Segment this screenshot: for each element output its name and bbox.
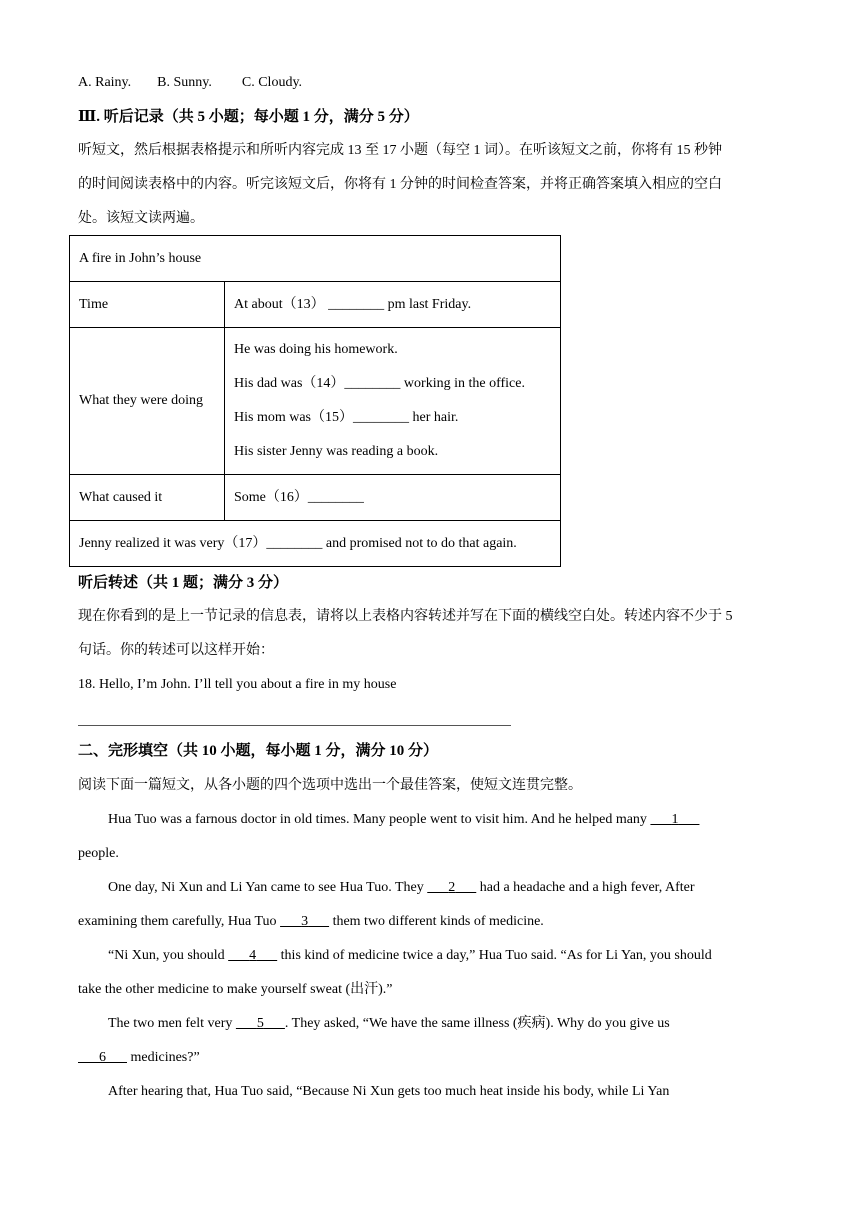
blank-4: 4: [249, 948, 257, 963]
passage-line: 6 medicines?”: [78, 1048, 200, 1068]
passage-line: The two men felt very 5 . They asked, “We have the same illness (疾病). Why do you give us: [108, 1016, 670, 1031]
cloze-instruction: 阅读下面一篇短文，从各小题的四个选项中选出一个最佳答案，使短文连贯完整。: [78, 778, 582, 793]
passage-line: take the other medicine to make yourself sweat (出汗).”: [78, 982, 393, 997]
passage-line: Hua Tuo was a farnous doctor in old times. Many people went to visit him. And he helped many 1: [108, 810, 699, 830]
option-a: A. Rainy.: [78, 75, 132, 90]
passage-line: After hearing that, Hua Tuo said, “Because Ni Xun gets too much heat inside his body, while Li Yan: [108, 1084, 670, 1099]
section3-instruction-line: 处。该短文读两遍。: [78, 211, 204, 226]
doing-values: [225, 328, 561, 475]
cause-label: What caused it: [70, 475, 225, 521]
blank-1: 1: [671, 812, 679, 827]
q12-options: [78, 73, 302, 93]
doing-label: What they were doing: [70, 328, 225, 475]
blank-5: 5: [256, 1016, 264, 1031]
doing-line: His dad was（14）________ working in the office.: [234, 376, 525, 391]
section3-instruction-line: 听短文，然后根据表格提示和所听内容完成 13 至 17 小题（每空 1 词）。在听该短文之前，你将有 15 秒钟: [78, 143, 722, 158]
section3-instruction-line: 的时间阅读表格中的内容。听完该短文后，你将有 1 分钟的时间检查答案，并将正确答案填入相应的空白: [78, 177, 722, 192]
retell-instruction-line: 句话。你的转述可以这样开始：: [78, 643, 274, 658]
q18-prompt: 18. Hello, I’m John. I’ll tell you about a fire in my house: [78, 677, 397, 692]
passage-line: people.: [78, 846, 119, 861]
passage-line: “Ni Xun, you should 4 this kind of medicine twice a day,” Hua Tuo said. “As for Li Yan, you should: [108, 948, 712, 963]
time-label: Time: [70, 282, 225, 328]
table-title: A fire in John’s house: [70, 236, 561, 282]
blank-3: 3: [301, 914, 309, 929]
retell-title: 听后转述（共 1 题；满分 3 分）: [78, 575, 289, 591]
retell-instruction-line: 现在你看到的是上一节记录的信息表，请将以上表格内容转述并写在下面的横线空白处。转述内容不少于 5: [78, 609, 733, 624]
cloze-title: 二、完形填空（共 10 小题，每小题 1 分，满分 10 分）: [78, 743, 439, 759]
doing-line: His mom was（15）________ her hair.: [234, 410, 459, 425]
option-b: B. Sunny.: [157, 75, 212, 90]
doing-line: He was doing his homework.: [234, 342, 398, 357]
answer-line[interactable]: [78, 725, 511, 726]
last-row: Jenny realized it was very（17）________ and promised not to do that again.: [70, 521, 561, 567]
passage-line: One day, Ni Xun and Li Yan came to see Hua Tuo. They 2 had a headache and a high fever, After: [108, 880, 695, 895]
section3-title: Ⅲ. 听后记录（共 5 小题；每小题 1 分，满分 5 分）: [78, 109, 419, 125]
doing-line: His sister Jenny was reading a book.: [234, 444, 439, 459]
passage-line: examining them carefully, Hua Tuo 3 them two different kinds of medicine.: [78, 914, 544, 929]
blank-2: 2: [448, 880, 456, 895]
record-table: [69, 235, 561, 567]
cause-value: Some（16）________: [225, 475, 561, 521]
blank-6: 6: [99, 1050, 106, 1065]
time-value: At about（13） ________ pm last Friday.: [225, 282, 561, 328]
option-c: C. Cloudy.: [241, 75, 303, 90]
